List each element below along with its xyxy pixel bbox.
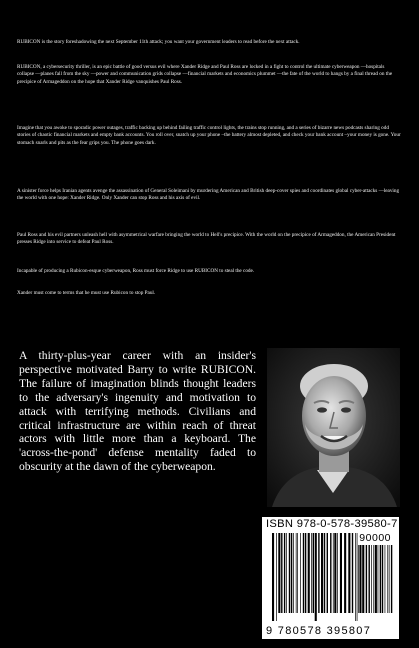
barcode-bar — [387, 545, 388, 613]
barcode-bar — [308, 533, 310, 613]
barcode-bar — [352, 533, 353, 613]
barcode-bar — [311, 533, 312, 613]
barcode-bar — [382, 545, 383, 613]
author-bio — [19, 349, 256, 474]
barcode-bar — [315, 533, 317, 621]
price-addon-barcode-icon — [358, 545, 394, 621]
barcode-bar — [289, 533, 290, 613]
barcode-bar — [313, 533, 314, 613]
barcode-bar — [324, 533, 325, 613]
author-bio-text: A thirty-plus-year career with an insider's perspective motivated Barry to write RUBICON. The failure of imagination blinds thought leaders to the adversary's ingenuity and motivation to attack with terrifying methods. Civilians and critical infrastructure are within reach of threat actors with little more than a keyboard. The 'across-the-pond' defense mentality faded to obscurity at the dawn of the cyberweapon. — [19, 349, 256, 474]
author-portrait-icon — [267, 348, 400, 507]
barcode-bar — [321, 533, 323, 613]
ean-digits: 9 780578 395807 — [266, 625, 372, 637]
barcode-bar — [344, 533, 346, 613]
barcode-bar — [359, 545, 361, 613]
barcode-bar — [366, 545, 367, 613]
ean-13-barcode-icon — [272, 533, 358, 621]
barcode-bar — [375, 545, 377, 613]
barcode-bar — [380, 545, 381, 613]
blurb-paragraph-7: Xander must come to terms that he must use Rubicon to stop Paul. — [17, 290, 156, 296]
barcode-bar — [327, 533, 328, 613]
author-photo — [267, 348, 400, 507]
barcode-bar — [284, 533, 285, 613]
barcode-bar — [385, 545, 386, 613]
isbn-number: ISBN 978-0-578-39580-7 — [266, 518, 398, 530]
barcode-bar — [272, 533, 274, 621]
barcode-bar — [276, 533, 277, 621]
price-code: 90000 — [359, 532, 391, 544]
isbn-barcode-box — [262, 517, 399, 639]
barcode-bar — [358, 545, 359, 613]
barcode-bar — [286, 533, 287, 613]
barcode-bar — [291, 533, 292, 613]
barcode-bar — [296, 533, 297, 613]
blurb-paragraph-5: Paul Ross and his evil partners unleash hell with asymmetrical warfare bringing the world to Hell's precipice. With the world on the precipice of Armageddon, the American President presses Ridge into service to defeat Paul Ross. — [17, 232, 396, 246]
barcode-bar — [348, 533, 350, 613]
barcode-bar — [389, 545, 390, 613]
barcode-bar — [334, 533, 336, 613]
barcode-bar — [303, 533, 304, 613]
blurb-paragraph-3: Imagine that you awoke to sporadic power outages, traffic backing up behind failing traffic control lights, the trains stop running, and a series of bizarre news podcasts sharing odd stories of chaotic financial markets and empty bank accounts. You roll over, snatch up your phone –the battery almost depleted, and check your bank account –your money is gone. Your stomach snarls and pits as the fear grips you. The phone goes dark. — [17, 125, 401, 146]
barcode-bar — [300, 533, 301, 613]
barcode-bar — [305, 533, 306, 613]
barcode-bar — [293, 533, 294, 613]
barcode-bar — [362, 545, 364, 613]
barcode-bar — [369, 545, 370, 613]
blurb-paragraph-1: RUBICON is the story foreshadowing the next September 11th attack; you want your government leaders to read before the next attack. — [17, 39, 300, 45]
barcode-bar — [278, 533, 280, 613]
barcode-bar — [378, 545, 379, 613]
barcode-bar — [297, 533, 298, 613]
barcode-bar — [281, 533, 282, 613]
barcode-bar — [333, 533, 334, 613]
barcode-bar — [337, 533, 338, 613]
barcode-bar — [391, 545, 392, 613]
barcode-bar — [373, 545, 374, 613]
barcode-bar — [355, 533, 356, 621]
barcode-bar — [318, 533, 319, 613]
blurb-paragraph-4: A sinister force helps Iranian agents avenge the assassination of General Soleimani by murdering American and British deep-cover spies and coordinates global cyber-attacks —leaving the world with one hope: Xander Ridge. Only Xander can stop Ross and his axis of evil. — [17, 188, 400, 202]
barcode-bar — [330, 533, 331, 613]
barcode-bar — [371, 545, 372, 613]
barcode-bar — [340, 533, 342, 613]
blurb-paragraph-2: RUBICON, a cybersecurity thriller, is an epic battle of good versus evil where Xander Ridge and Paul Ross are locked in a fight to control the ultimate cyberweapon —hospitals collapse —planes fall from the sky —power and communication grids collapse —financial markets and economics plummet —the fate of the world to hangs by a final thread on the precipice of Armageddon on the hope that Xander Ridge vanquishes Paul Ross. — [17, 64, 393, 85]
blurb-paragraph-6: Incapable of producing a Rubicon-esque cyberweapon, Ross must force Ridge to use RUBICON to steal the code. — [17, 268, 255, 274]
